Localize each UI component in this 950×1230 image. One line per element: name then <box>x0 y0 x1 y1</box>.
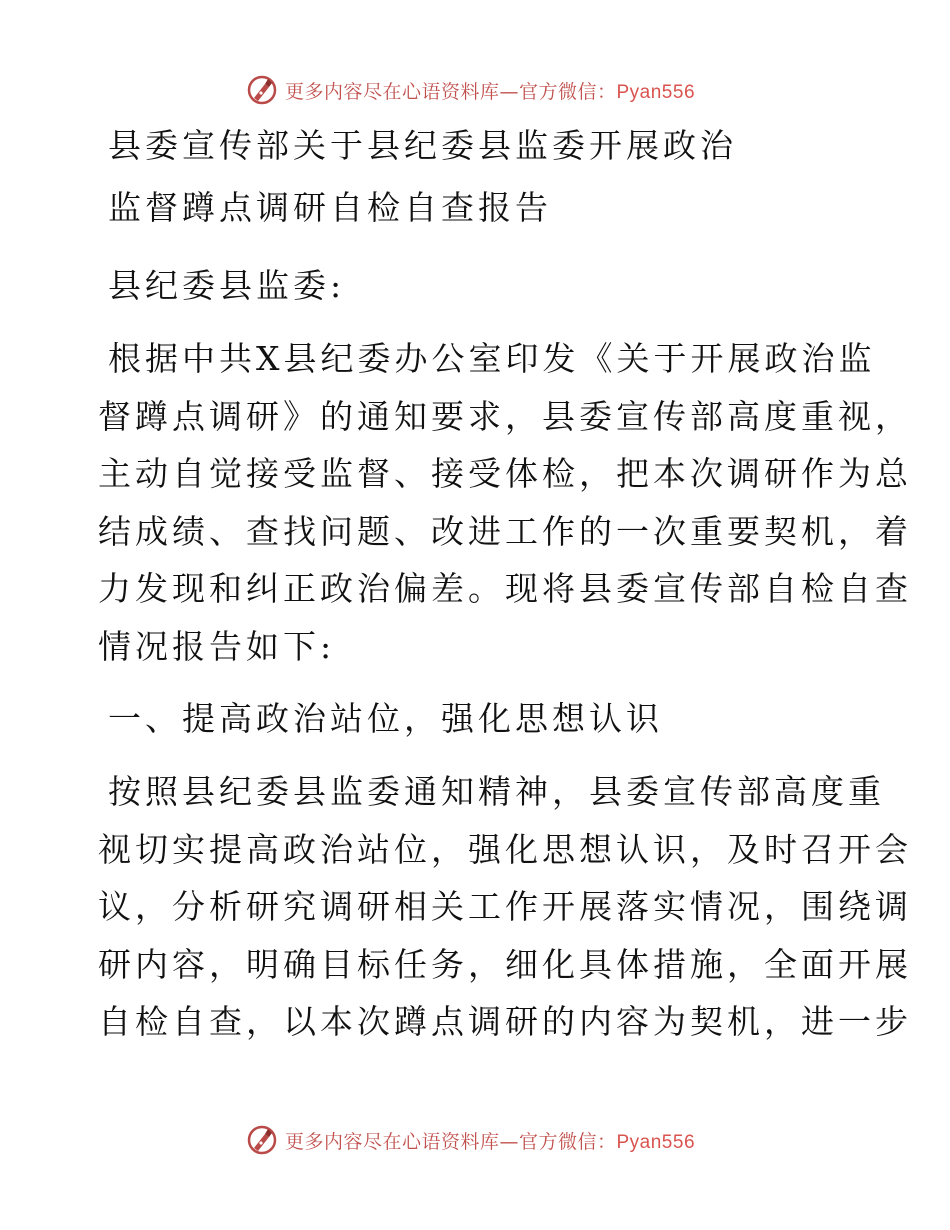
paragraph-1-line: 主动自觉接受监督、接受体检，把本次调研作为总 <box>98 454 912 493</box>
paragraph-2 <box>98 763 912 1051</box>
section-1-heading: 一、提高政治站位，强化思想认识 <box>108 699 663 738</box>
pen-nib-logo-icon <box>245 73 279 107</box>
watermark-dash: — <box>499 1130 519 1153</box>
watermark-group <box>245 73 695 107</box>
document-title-line-1: 县委宣传部关于县纪委县监委开展政治 <box>108 126 737 165</box>
document-body <box>98 118 912 1051</box>
header-watermark <box>0 70 950 110</box>
paragraph-1-line: 督蹲点调研》的通知要求，县委宣传部高度重视， <box>98 396 912 436</box>
watermark-site-text: 更多内容尽在心语资料库 <box>284 80 500 103</box>
watermark-site-text: 更多内容尽在心语资料库 <box>284 1130 500 1153</box>
watermark-group <box>245 1123 695 1157</box>
watermark-wechat-id: Pyan556 <box>616 1131 696 1153</box>
watermark-dash: — <box>499 80 519 103</box>
paragraph-2-line: 按照县纪委县监委通知精神，县委宣传部高度重 <box>108 772 885 811</box>
paragraph-1-line: 结成绩、查找问题、改进工作的一次重要契机，着 <box>98 511 912 551</box>
watermark-wechat-label: 官方微信： <box>518 1130 617 1153</box>
paragraph-2-line: 视切实提高政治站位，强化思想认识，及时召开会 <box>98 829 912 869</box>
paragraph-2-line: 自检自查，以本次蹲点调研的内容为契机，进一步 <box>98 1002 912 1041</box>
paragraph-1-line: 力发现和纠正政治偏差。现将县委宣传部自检自查 <box>98 569 912 608</box>
paragraph-1-line: 根据中共X县纪委办公室印发《关于开展政治监 <box>108 339 876 378</box>
watermark-wechat-label: 官方微信： <box>518 80 617 103</box>
paragraph-2-line: 研内容，明确目标任务，细化具体措施，全面开展 <box>98 944 912 984</box>
paragraph-2-line: 议，分析研究调研相关工作开展落实情况，围绕调 <box>98 887 912 926</box>
watermark-text-line <box>285 77 695 104</box>
watermark-wechat-id: Pyan556 <box>616 81 696 103</box>
pen-nib-logo-icon <box>245 1123 279 1157</box>
document-salutation: 县纪委县监委: <box>108 266 346 305</box>
document-title-line-2: 监督蹲点调研自检自查报告 <box>108 188 552 227</box>
watermark-text-line <box>285 1127 695 1154</box>
footer-watermark <box>0 1120 950 1160</box>
paragraph-1 <box>98 330 912 675</box>
paragraph-1-line: 情况报告如下: <box>98 626 336 666</box>
